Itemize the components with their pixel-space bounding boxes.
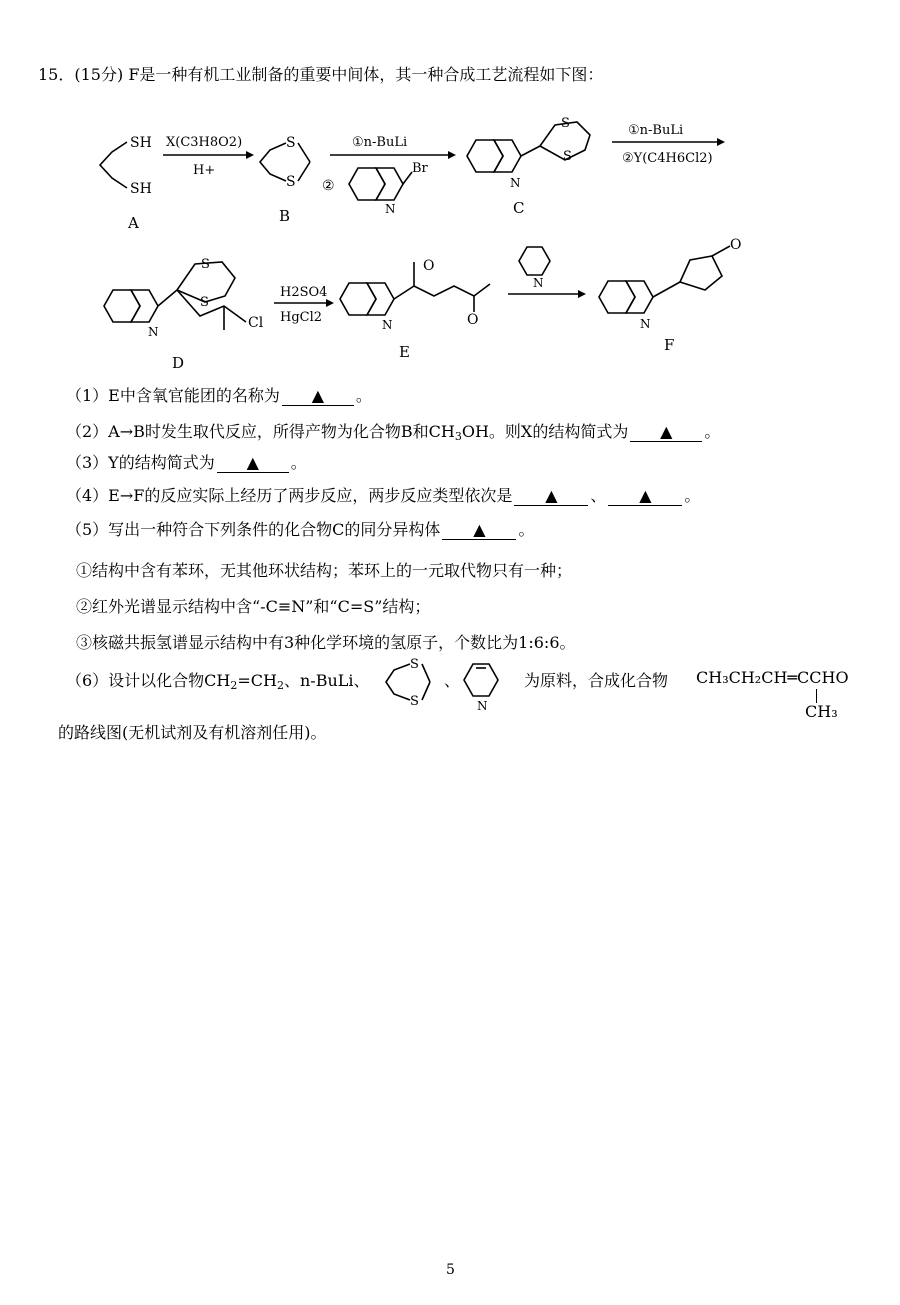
atom-o: O	[467, 312, 479, 328]
answer-blank[interactable]	[608, 487, 682, 506]
compound-e	[340, 258, 490, 361]
atom-s: S	[410, 657, 419, 672]
atom-n: N	[640, 317, 651, 331]
blank-mark: ▲	[660, 422, 673, 441]
arrow-1	[163, 135, 254, 178]
question-6-text: （6）设计以化合物CH	[66, 671, 231, 690]
blank-mark: ▲	[639, 486, 652, 505]
question-4-end: 。	[684, 486, 701, 505]
atom-n: N	[533, 276, 544, 290]
arrow-2	[322, 135, 456, 216]
answer-blank[interactable]	[442, 521, 516, 540]
atom-n: N	[382, 318, 393, 332]
compound-c	[467, 116, 590, 217]
question-2-end: 。	[704, 422, 721, 441]
atom-s: S	[561, 116, 570, 131]
question-score: (15分)	[74, 65, 124, 84]
pyridine-structure	[464, 664, 498, 713]
atom-cl: Cl	[248, 315, 264, 331]
separator: 、	[590, 486, 607, 505]
separator: 、	[444, 671, 461, 690]
question-1-end: 。	[355, 386, 372, 405]
atom-n: N	[477, 699, 488, 713]
question-4-text: （4）E→F的反应实际上经历了两步反应，两步反应类型依次是	[66, 486, 513, 505]
condition-2: ②红外光谱显示结构中含“-C≡N”和“C=S”结构；	[76, 597, 431, 616]
blank-mark: ▲	[311, 386, 325, 405]
target-compound-branch: CH₃	[805, 702, 838, 721]
atom-n: N	[385, 202, 396, 216]
arrow1-condition: H+	[193, 163, 216, 178]
arrow3-reagent-y: ②Y(C4H6Cl2)	[622, 151, 713, 166]
target-compound-formula: CH₃CH₂CH═CCHO	[696, 668, 849, 687]
synthesis-scheme	[0, 0, 900, 380]
subscript: 2	[277, 679, 284, 692]
question-1	[66, 383, 372, 406]
question-stem: F是一种有机工业制备的重要中间体，其一种合成工艺流程如下图：	[128, 65, 604, 84]
question-6-text-4: 为原料，合成化合物	[524, 671, 669, 690]
question-3-text: （3）Y的结构简式为	[66, 453, 215, 472]
atom-sh-top: SH	[130, 135, 152, 151]
answer-blank[interactable]	[514, 487, 588, 506]
arrow-5	[508, 247, 586, 298]
arrow2-reagent: ①n-BuLi	[352, 135, 408, 150]
atom-o: O	[730, 237, 742, 253]
arrow-4	[274, 285, 334, 325]
atom-s: S	[201, 257, 210, 272]
blank-mark: ▲	[246, 453, 259, 472]
question-6	[66, 668, 370, 692]
arrow2-step-mark: ②	[322, 178, 335, 194]
atom-sh-bottom: SH	[130, 181, 152, 197]
arrow4-reagent: H2SO4	[280, 285, 328, 300]
question-2-text-2: OH。则X的结构简式为	[461, 422, 629, 441]
atom-s: S	[286, 174, 296, 190]
blank-mark: ▲	[545, 486, 558, 505]
question-4	[66, 483, 700, 506]
label-c: C	[513, 199, 525, 217]
compound-b	[260, 135, 310, 225]
subscript: 3	[454, 430, 462, 443]
question-5-end: 。	[518, 520, 535, 539]
atom-br: Br	[412, 161, 428, 176]
question-6-tail: 的路线图(无机试剂及有机溶剂任用)。	[58, 723, 327, 742]
arrow3-reagent: ①n-BuLi	[628, 123, 684, 138]
label-a: A	[128, 214, 139, 232]
branch-bond	[816, 689, 817, 703]
question-3-end: 。	[290, 453, 307, 472]
page-number: 5	[446, 1262, 455, 1278]
blank-mark: ▲	[473, 520, 486, 539]
atom-s: S	[286, 135, 296, 151]
atom-s: S	[410, 694, 419, 709]
arrow4-reagent-2: HgCl2	[280, 310, 323, 325]
question-2	[66, 419, 720, 443]
label-f: F	[664, 336, 675, 354]
answer-blank[interactable]	[282, 387, 354, 406]
label-d: D	[172, 354, 185, 372]
answer-blank[interactable]	[630, 423, 702, 442]
question-2-text: （2）A→B时发生取代反应，所得产物为化合物B和CH	[66, 422, 455, 441]
question-6-text-2: =CH	[237, 671, 277, 690]
atom-s: S	[200, 295, 209, 310]
question-1-text: （1）E中含氧官能团的名称为	[66, 386, 280, 405]
question-3	[66, 450, 307, 473]
compound-a	[100, 135, 152, 232]
atom-s: S	[563, 149, 572, 164]
q6-reagent-structures	[378, 654, 528, 714]
question-6-text-3: 、n-BuLi、	[284, 671, 370, 690]
label-b: B	[279, 207, 291, 225]
question-5	[66, 517, 534, 540]
question-5-text: （5）写出一种符合下列条件的化合物C的同分异构体	[66, 520, 441, 539]
condition-1: ①结构中含有苯环，无其他环状结构；苯环上的一元取代物只有一种；	[76, 561, 573, 580]
atom-n: N	[148, 325, 159, 339]
subscript: 2	[230, 679, 238, 692]
compound-d	[104, 257, 264, 372]
atom-n: N	[510, 176, 521, 190]
dithiane-structure	[386, 657, 430, 709]
arrow-3	[612, 123, 725, 166]
label-e: E	[399, 343, 410, 361]
atom-o: O	[423, 258, 435, 274]
question-number: 15．	[38, 65, 75, 84]
arrow1-reagent: X(C3H8O2)	[166, 135, 243, 150]
answer-blank[interactable]	[217, 454, 289, 473]
condition-3: ③核磁共振氢谱显示结构中有3种化学环境的氢原子，个数比为1:6:6。	[76, 633, 576, 652]
compound-f	[599, 237, 741, 354]
